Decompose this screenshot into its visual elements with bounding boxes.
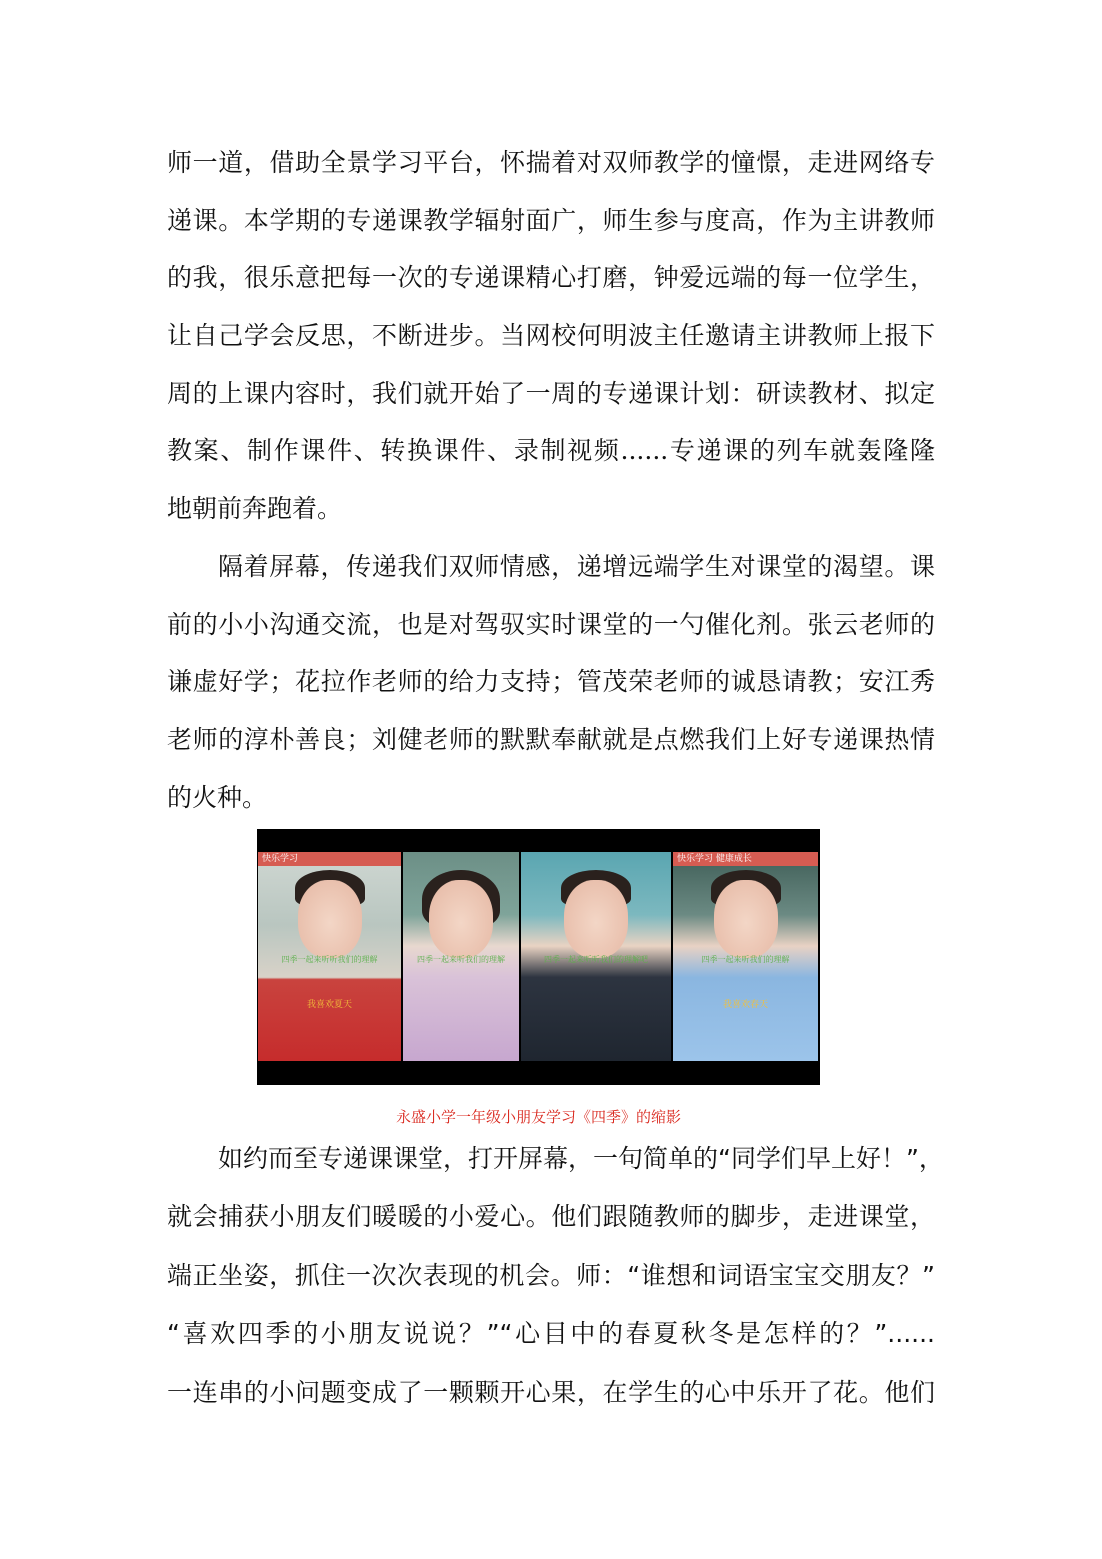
paragraph-2	[167, 538, 935, 826]
child-face	[564, 880, 628, 958]
photo-panel-2	[403, 852, 519, 1061]
paragraph-line: 如约而至专递课课堂，打开屏幕，一句简单的“同学们早上好！”，	[218, 1144, 944, 1173]
classroom-photo	[257, 829, 820, 1085]
paragraph-line: 一连串的小问题变成了一颗颗开心果，在学生的心中乐开了花。他们	[167, 1377, 935, 1407]
panel-caption: 我喜欢春天	[722, 1000, 768, 1010]
photo-panel-4	[673, 852, 818, 1061]
panel-subtitle: 四季一起来听听我们的理解吧	[544, 955, 648, 964]
paragraph-line: 周的上课内容时，我们就开始了一周的专递课计划：研读教材、拟定	[167, 378, 935, 408]
panel-subtitle: 四季一起来听听我们的理解	[281, 955, 378, 964]
classroom-banner: 快乐学习	[258, 852, 401, 866]
panel-subtitle: 四季一起来听我们的理解	[701, 955, 790, 964]
paragraph-line: 师一道，借助全景学习平台，怀揣着对双师教学的憧憬，走进网络专	[167, 148, 935, 177]
paragraph-line: 老师的淳朴善良；刘健老师的默默奉献就是点燃我们上好专递课热情	[167, 725, 935, 755]
paragraph-1	[167, 134, 935, 538]
paragraph-line: 让自己学会反思，不断进步。当网校何明波主任邀请主讲教师上报下	[167, 321, 935, 351]
photo-panel-1	[258, 852, 401, 1061]
photo-caption: 永盛小学一年级小朋友学习《四季》的缩影	[395, 1108, 681, 1126]
paragraph-line: 的火种。	[167, 782, 268, 812]
panel-caption: 我喜欢夏天	[306, 1000, 352, 1010]
photo-panel-3	[521, 852, 671, 1061]
paragraph-line: 端正坐姿，抓住一次次表现的机会。师：“谁想和词语宝宝交朋友？”	[167, 1260, 935, 1290]
paragraph-line: 地朝前奔跑着。	[167, 494, 343, 524]
paragraph-line: 隔着屏幕，传递我们双师情感，递增远端学生对课堂的渴望。课	[218, 552, 935, 581]
child-face	[429, 880, 493, 958]
paragraph-line: “喜欢四季的小朋友说说？”“心目中的春夏秋冬是怎样的？”......	[167, 1319, 935, 1349]
classroom-banner: 快乐学习 健康成长	[673, 852, 818, 866]
child-face	[714, 880, 778, 958]
child-face	[298, 880, 362, 958]
paragraph-line: 前的小小沟通交流，也是对驾驭实时课堂的一勺催化剂。张云老师的	[167, 609, 935, 639]
paragraph-line: 就会捕获小朋友们暖暖的小爱心。他们跟随教师的脚步，走进课堂，	[167, 1202, 935, 1232]
paragraph-line: 教案、制作课件、转换课件、录制视频......专递课的列车就轰隆隆	[167, 436, 935, 466]
panel-subtitle: 四季一起来听我们的理解	[417, 955, 505, 964]
paragraph-line: 的我，很乐意把每一次的专递课精心打磨，钟爱远端的每一位学生，	[167, 263, 935, 293]
paragraph-line: 谦虚好学；花拉作老师的给力支持；管茂荣老师的诚恳请教；安江秀	[167, 667, 935, 697]
paragraph-line: 递课。本学期的专递课教学辐射面广，师生参与度高，作为主讲教师	[167, 205, 935, 235]
paragraph-3	[167, 1130, 944, 1422]
